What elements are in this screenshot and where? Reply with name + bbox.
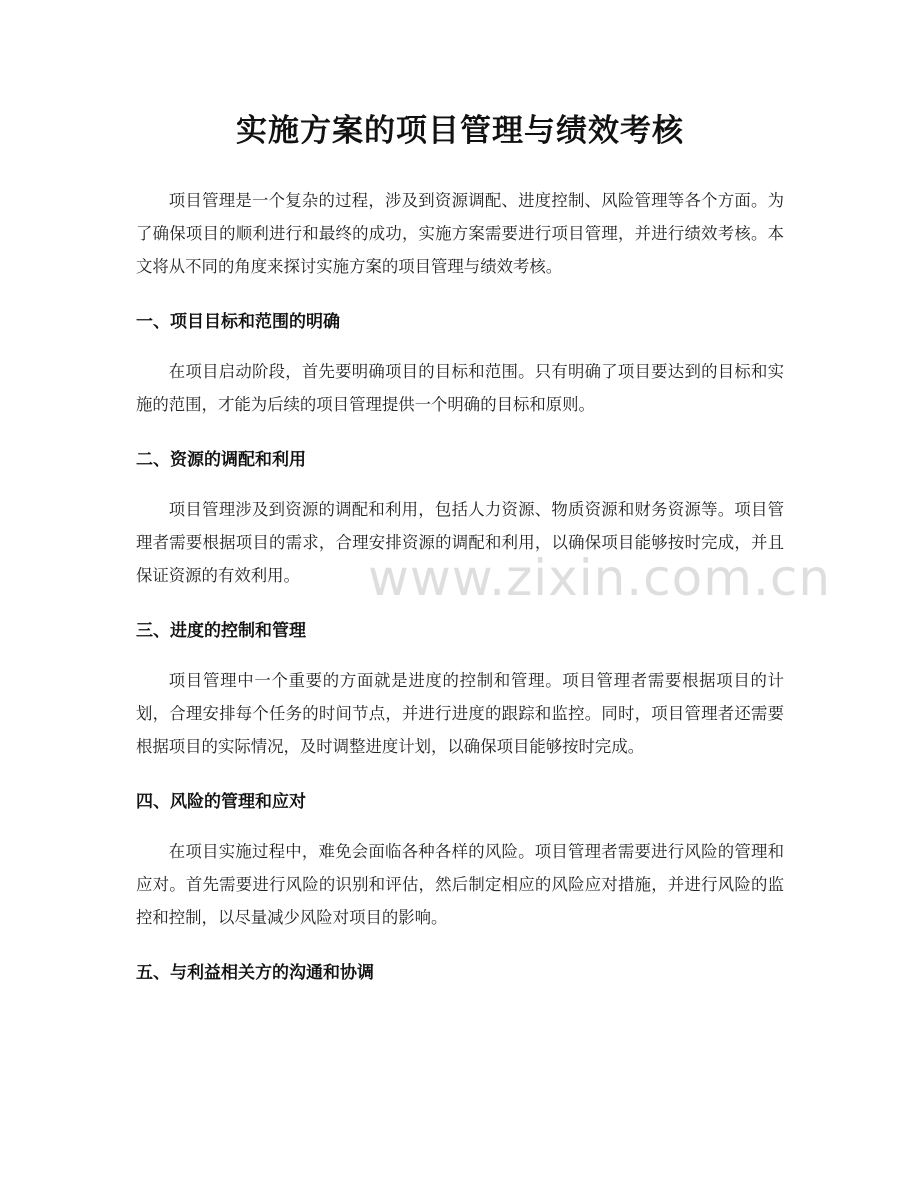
section-2 (136, 447, 784, 592)
watermark: www.zixin.com.cn (368, 549, 832, 607)
section-4 (136, 789, 784, 934)
intro-paragraph: 项目管理是一个复杂的过程，涉及到资源调配、进度控制、风险管理等各个方面。为了确保项目的顺利进行和最终的成功，实施方案需要进行项目管理，并进行绩效考核。本文将从不同的角度来探讨实施方案的项目管理与绩效考核。 (136, 191, 784, 276)
section-heading: 一、项目目标和范围的明确 (136, 312, 340, 332)
document-title: 实施方案的项目管理与绩效考核 (236, 113, 684, 149)
section-heading: 四、风险的管理和应对 (136, 792, 306, 812)
section-heading: 三、进度的控制和管理 (136, 621, 306, 641)
section-paragraph: 在项目实施过程中，难免会面临各种各样的风险。项目管理者需要进行风险的管理和应对。首先需要进行风险的识别和评估，然后制定相应的风险应对措施，并进行风险的监控和控制，以尽量减少风险对项目的影响。 (136, 842, 784, 927)
section-5 (136, 960, 784, 986)
section-paragraph: 项目管理涉及到资源的调配和利用，包括人力资源、物质资源和财务资源等。项目管理者需要根据项目的需求，合理安排资源的调配和利用，以确保项目能够按时完成，并且保证资源的有效利用。 (136, 500, 784, 585)
section-1 (136, 309, 784, 421)
section-paragraph: 在项目启动阶段，首先要明确项目的目标和范围。只有明确了项目要达到的目标和实施的范围，才能为后续的项目管理提供一个明确的目标和原则。 (136, 362, 784, 414)
section-3 (136, 618, 784, 763)
section-heading: 二、资源的调配和利用 (136, 450, 306, 470)
document-body (136, 184, 784, 986)
section-heading: 五、与利益相关方的沟通和协调 (136, 963, 374, 983)
section-paragraph: 项目管理中一个重要的方面就是进度的控制和管理。项目管理者需要根据项目的计划，合理安排每个任务的时间节点，并进行进度的跟踪和监控。同时，项目管理者还需要根据项目的实际情况，及时调整进度计划，以确保项目能够按时完成。 (136, 671, 784, 756)
